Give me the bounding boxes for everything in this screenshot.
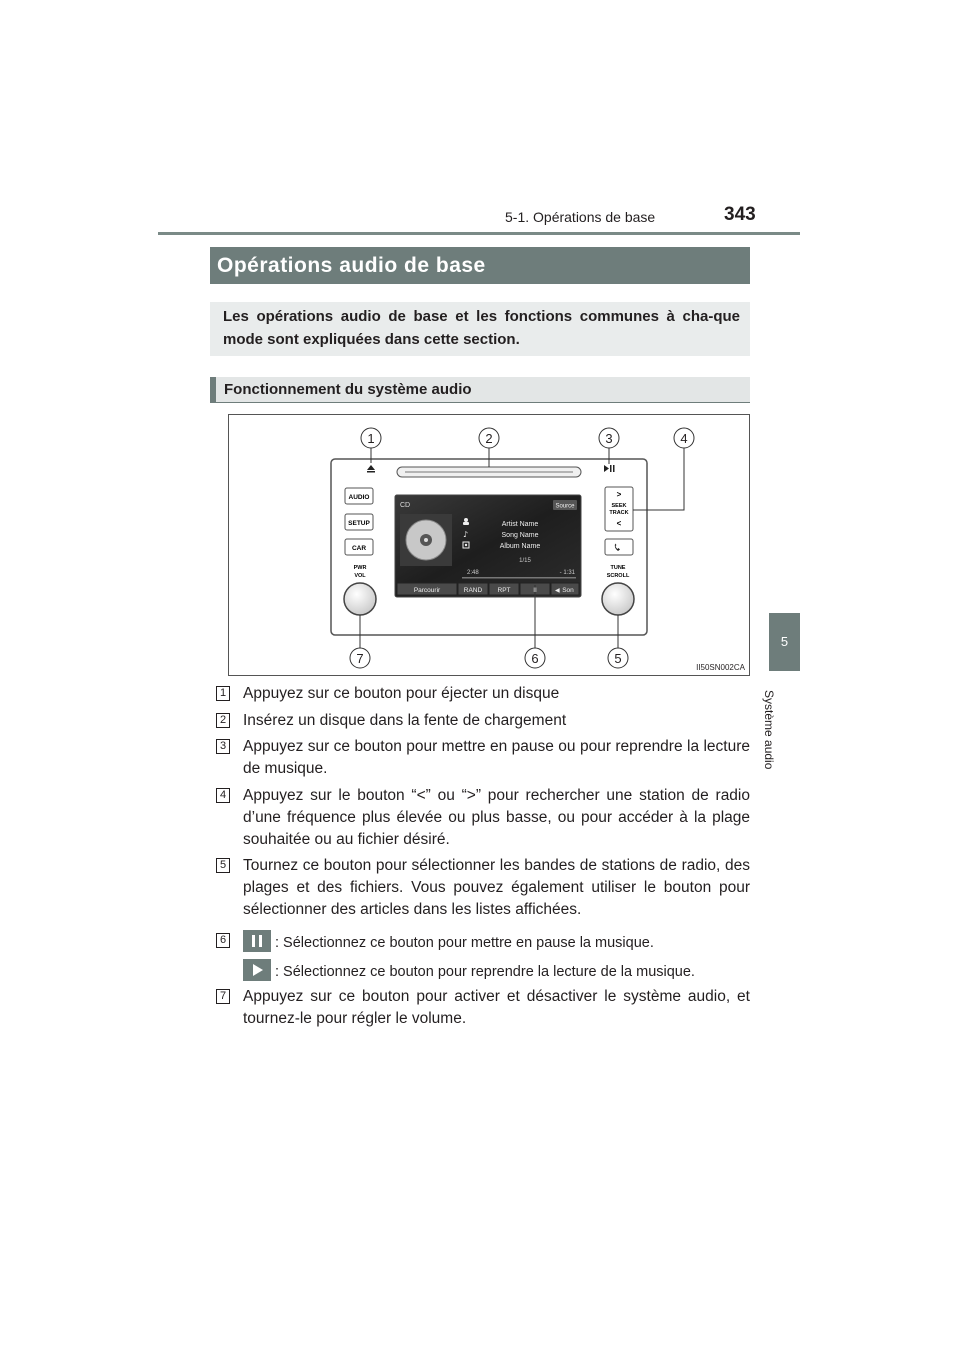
play-description: : Sélectionnez ce bouton pour reprendre la lecture de la musique. xyxy=(275,964,695,980)
screen-album: Album Name xyxy=(499,543,541,550)
list-item xyxy=(216,855,750,921)
screen-btn-rpt: RPT xyxy=(497,587,511,594)
item-text: Insérez un disque dans la fente de chargement xyxy=(243,712,567,729)
screen-source-button: Source xyxy=(555,503,575,510)
screen-source-label: CD xyxy=(400,502,411,509)
item-number: 2 xyxy=(216,713,230,728)
screen-btn-rand: RAND xyxy=(463,587,483,594)
screen-song: Song Name xyxy=(501,532,539,539)
audio-button: AUDIO xyxy=(348,494,370,501)
pause-icon xyxy=(243,930,271,952)
item-number: 6 xyxy=(216,933,230,948)
item-number: 1 xyxy=(216,686,230,701)
item-text: Appuyez sur ce bouton pour activer et désactiver le système audio, et tournez-le pour régler le volume. xyxy=(243,988,750,1027)
seek-prev-glyph: < xyxy=(616,519,622,528)
item-text: Appuyez sur ce bouton pour mettre en pause ou pour reprendre la lecture de musique. xyxy=(243,738,750,777)
item-text-pause xyxy=(243,930,750,954)
chapter-label: Système audio xyxy=(762,690,776,770)
callout-1: 1 xyxy=(367,431,375,446)
pwr-vol-knob xyxy=(344,583,376,615)
item-text: Tournez ce bouton pour sélectionner les bandes de stations de radio, des plages et des fichiers. Vous pouvez également utiliser le bouton pour sélectionner des articles dans les listes affichées. xyxy=(243,857,750,918)
note-icon: ♪ xyxy=(463,530,469,539)
list-item xyxy=(216,710,750,732)
track-label: TRACK xyxy=(609,510,629,516)
list-item xyxy=(216,986,750,1030)
scroll-label: SCROLL xyxy=(606,573,630,579)
callout-7: 7 xyxy=(356,651,364,666)
seek-next-glyph: > xyxy=(616,490,622,499)
callout-5: 5 xyxy=(614,651,622,666)
item-text: Appuyez sur ce bouton pour éjecter un disque xyxy=(243,685,560,702)
setup-button: SETUP xyxy=(348,520,370,527)
screen-artist: Artist Name xyxy=(501,521,539,528)
callout-3: 3 xyxy=(605,431,613,446)
pwr-label: PWR xyxy=(353,565,367,571)
screen-track-count: 1/15 xyxy=(519,558,531,564)
callout-6: 6 xyxy=(531,651,539,666)
callout-2: 2 xyxy=(485,431,493,446)
tune-label: TUNE xyxy=(610,565,626,571)
list-item xyxy=(216,785,750,851)
screen-elapsed: 2:48 xyxy=(467,570,479,576)
screen-btn-pause: II xyxy=(533,587,537,594)
list-item xyxy=(216,930,750,983)
header-section-title: 5-1. Opérations de base xyxy=(505,209,656,225)
play-icon xyxy=(243,959,271,981)
figure-code: II50SN002CA xyxy=(696,663,745,672)
seek-label: SEEK xyxy=(611,503,627,509)
list-item xyxy=(216,736,750,780)
item-number: 5 xyxy=(216,858,230,873)
audio-unit-figure xyxy=(228,414,750,676)
screen-btn-son: Son xyxy=(562,587,574,594)
callout-4: 4 xyxy=(680,431,688,446)
vol-label: VOL xyxy=(354,573,366,579)
item-text: Appuyez sur le bouton “<” ou “>” pour rechercher une station de radio d’une fréquence plus élevée ou plus basse, ou pour accéder à la plage souhaitée ou au fichier désiré. xyxy=(243,787,750,848)
page-number: 343 xyxy=(724,204,756,225)
page-title: Opérations audio de base xyxy=(210,247,750,284)
item-text-play xyxy=(243,959,750,983)
intro-box xyxy=(210,302,750,356)
item-number: 7 xyxy=(216,989,230,1004)
screen-btn-parcourir: Parcourir xyxy=(413,587,441,594)
pause-description: : Sélectionnez ce bouton pour mettre en pause la musique. xyxy=(275,935,654,951)
item-number: 3 xyxy=(216,739,230,754)
progress-bar xyxy=(462,577,576,579)
screen-remaining: - 1:31 xyxy=(559,570,575,576)
chapter-tab[interactable]: 5 xyxy=(769,613,800,671)
header-rule xyxy=(158,232,800,235)
speaker-icon: ◀ xyxy=(555,587,560,594)
audio-unit-illustration xyxy=(229,415,751,677)
tune-scroll-knob xyxy=(602,583,634,615)
section-subtitle: Fonctionnement du système audio xyxy=(210,377,750,403)
item-number: 4 xyxy=(216,788,230,803)
car-button: CAR xyxy=(351,545,367,552)
list-item xyxy=(216,683,750,705)
intro-text: Les opérations audio de base et les fonctions communes à cha-que mode sont expliquées dans cette section. xyxy=(223,308,740,348)
